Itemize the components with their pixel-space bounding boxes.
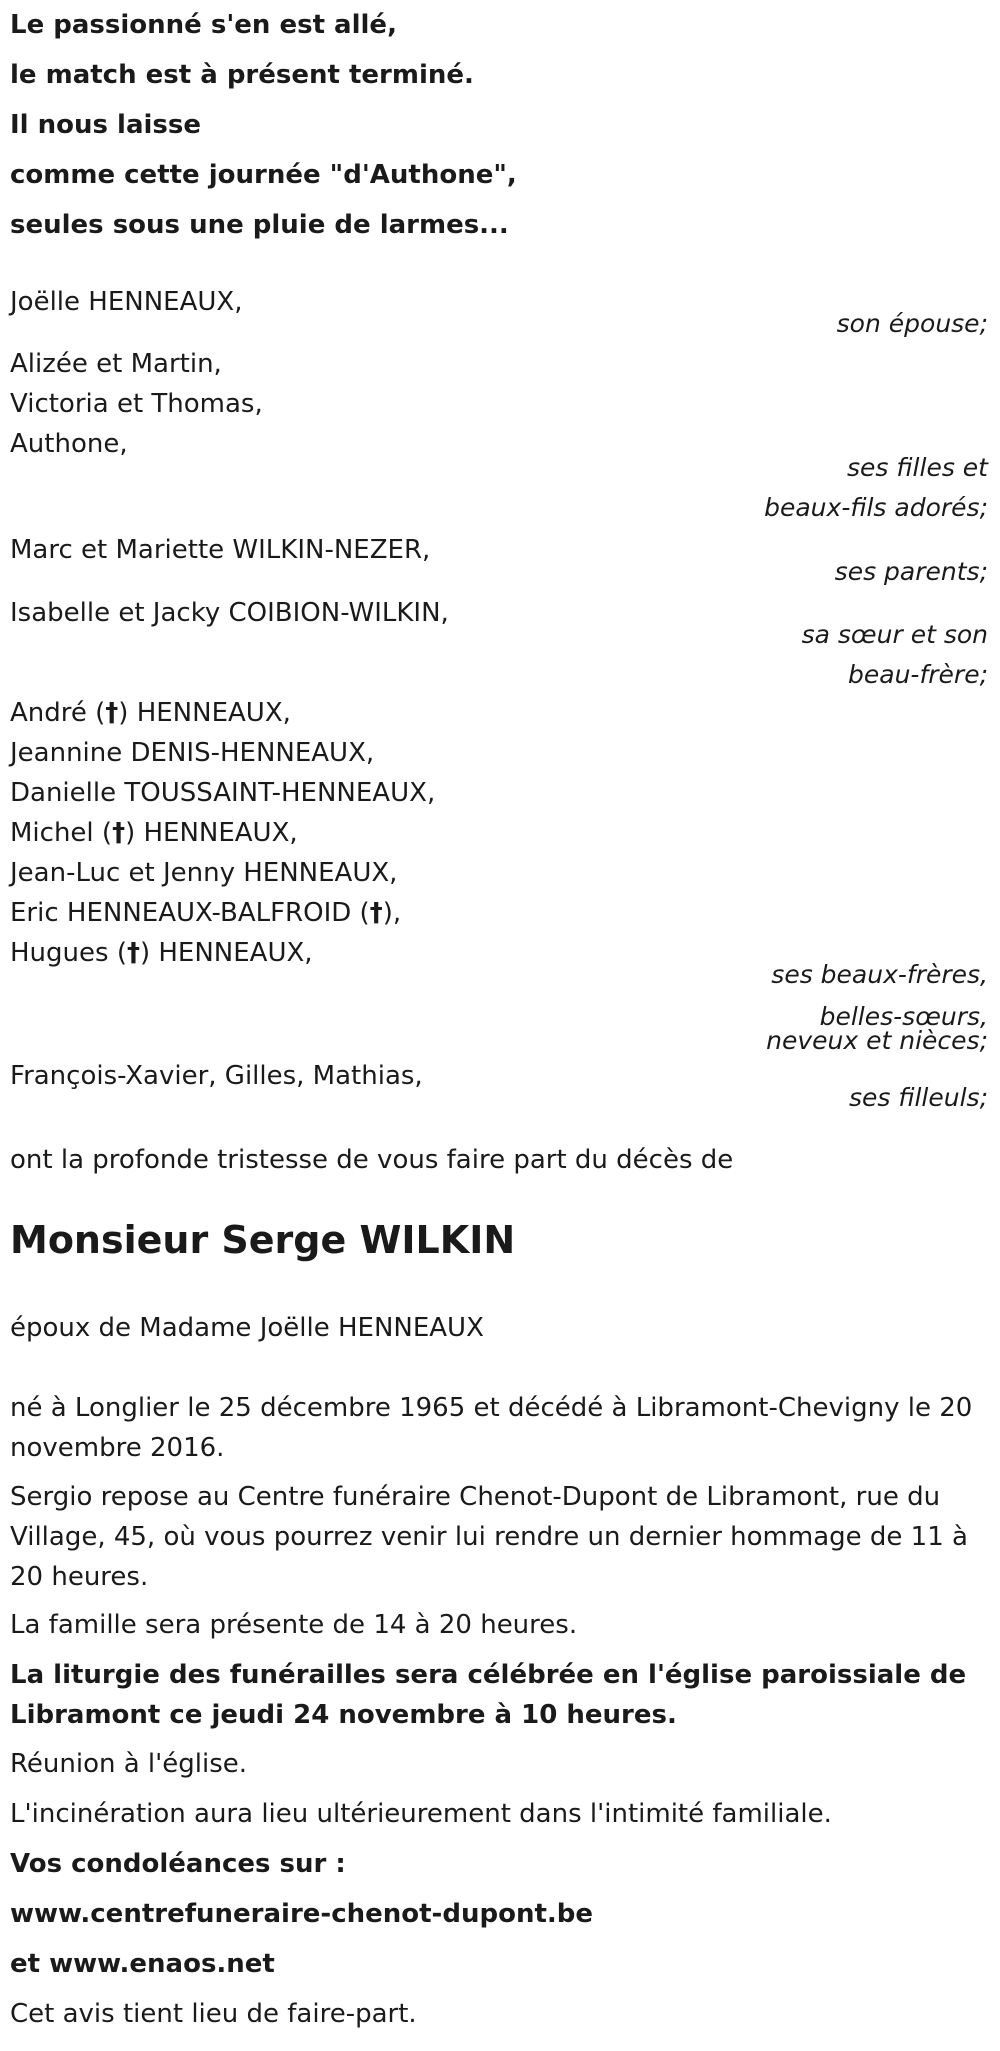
relation-label: son épouse;: [836, 309, 988, 338]
announcement-text: ont la profonde tristesse de vous faire part du décès de: [10, 1145, 734, 1175]
relation-label: neveux et nièces;: [766, 1026, 988, 1055]
condolences-site-link[interactable]: www.centrefuneraire-chenot-dupont.be: [10, 1899, 594, 1929]
closing-text: Cet avis tient lieu de faire-part.: [10, 1999, 417, 2029]
family-name: Alizée et Martin,: [10, 349, 222, 379]
family-presence-text: La famille sera présente de 14 à 20 heures.: [10, 1610, 578, 1640]
family-parents: [10, 530, 990, 592]
relation-label: beau-frère;: [848, 660, 988, 689]
birth-death-text: né à Longlier le 25 décembre 1965 et décédé à Libramont-Chevigny le 20 novembre 2016.: [10, 1393, 973, 1463]
cross-icon: †: [369, 898, 383, 928]
relation-label: sa sœur et son: [801, 620, 988, 649]
relation-label: belles-sœurs,: [819, 1002, 988, 1031]
family-spouse: [10, 282, 990, 344]
relation-label: beaux-fils adorés;: [764, 493, 988, 522]
family-name: André (†) HENNEAUX,: [10, 698, 291, 728]
cross-icon: †: [126, 938, 140, 968]
relation-label: ses filleuls;: [848, 1083, 988, 1112]
family-name: Danielle TOUSSAINT-HENNEAUX,: [10, 778, 436, 808]
family-name: Jean-Luc et Jenny HENNEAUX,: [10, 858, 398, 888]
relation-label: ses filles et: [847, 453, 988, 482]
family-name: François-Xavier, Gilles, Mathias,: [10, 1061, 423, 1091]
deceased-name: Monsieur Serge WILKIN: [10, 1218, 516, 1262]
obituary-notice: [10, 0, 990, 2051]
cross-icon: †: [105, 698, 119, 728]
family-name: Authone,: [10, 429, 128, 459]
condolences-site-link[interactable]: et www.enaos.net: [10, 1949, 275, 1979]
liturgy-text: La liturgie des funérailles sera célébrée en l'église paroissiale de Libramont ce jeudi 24 novembre à 10 heures.: [10, 1660, 967, 1730]
poem-line: comme cette journée "d'Authone",: [10, 160, 517, 190]
family-godchildren: [10, 1056, 990, 1118]
poem-line: le match est à présent terminé.: [10, 60, 474, 90]
meeting-text: Réunion à l'église.: [10, 1749, 248, 1779]
cross-icon: †: [112, 818, 126, 848]
poem-line: Le passionné s'en est allé,: [10, 10, 397, 40]
relation-label: ses parents;: [834, 557, 988, 586]
cremation-text: L'incinération aura lieu ultérieurement dans l'intimité familiale.: [10, 1799, 832, 1829]
family-name: Isabelle et Jacky COIBION-WILKIN,: [10, 598, 449, 628]
family-name: Victoria et Thomas,: [10, 389, 263, 419]
family-name: Hugues (†) HENNEAUX,: [10, 938, 313, 968]
poem-line: seules sous une pluie de larmes...: [10, 210, 509, 240]
poem: [10, 0, 990, 250]
family-name: Joëlle HENNEAUX,: [10, 287, 243, 317]
family-name: Marc et Mariette WILKIN-NEZER,: [10, 535, 431, 565]
condolences-label: Vos condoléances sur :: [10, 1849, 346, 1879]
repose-text: Sergio repose au Centre funéraire Chenot-Dupont de Libramont, rue du Village, 45, où vous pourrez venir lui rendre un dernier hommage de 11 à 20 heures.: [10, 1482, 968, 1592]
relation-label: ses beaux-frères,: [771, 960, 988, 989]
family-name: Jeannine DENIS-HENNEAUX,: [10, 738, 375, 768]
family-sister: [10, 593, 990, 695]
poem-line: Il nous laisse: [10, 110, 202, 140]
family-in-laws: [10, 693, 990, 1055]
family-name: Eric HENNEAUX-BALFROID (†),: [10, 898, 402, 928]
family-name: Michel (†) HENNEAUX,: [10, 818, 298, 848]
family-daughters: [10, 344, 990, 528]
spouse-line: époux de Madame Joëlle HENNEAUX: [10, 1313, 484, 1343]
